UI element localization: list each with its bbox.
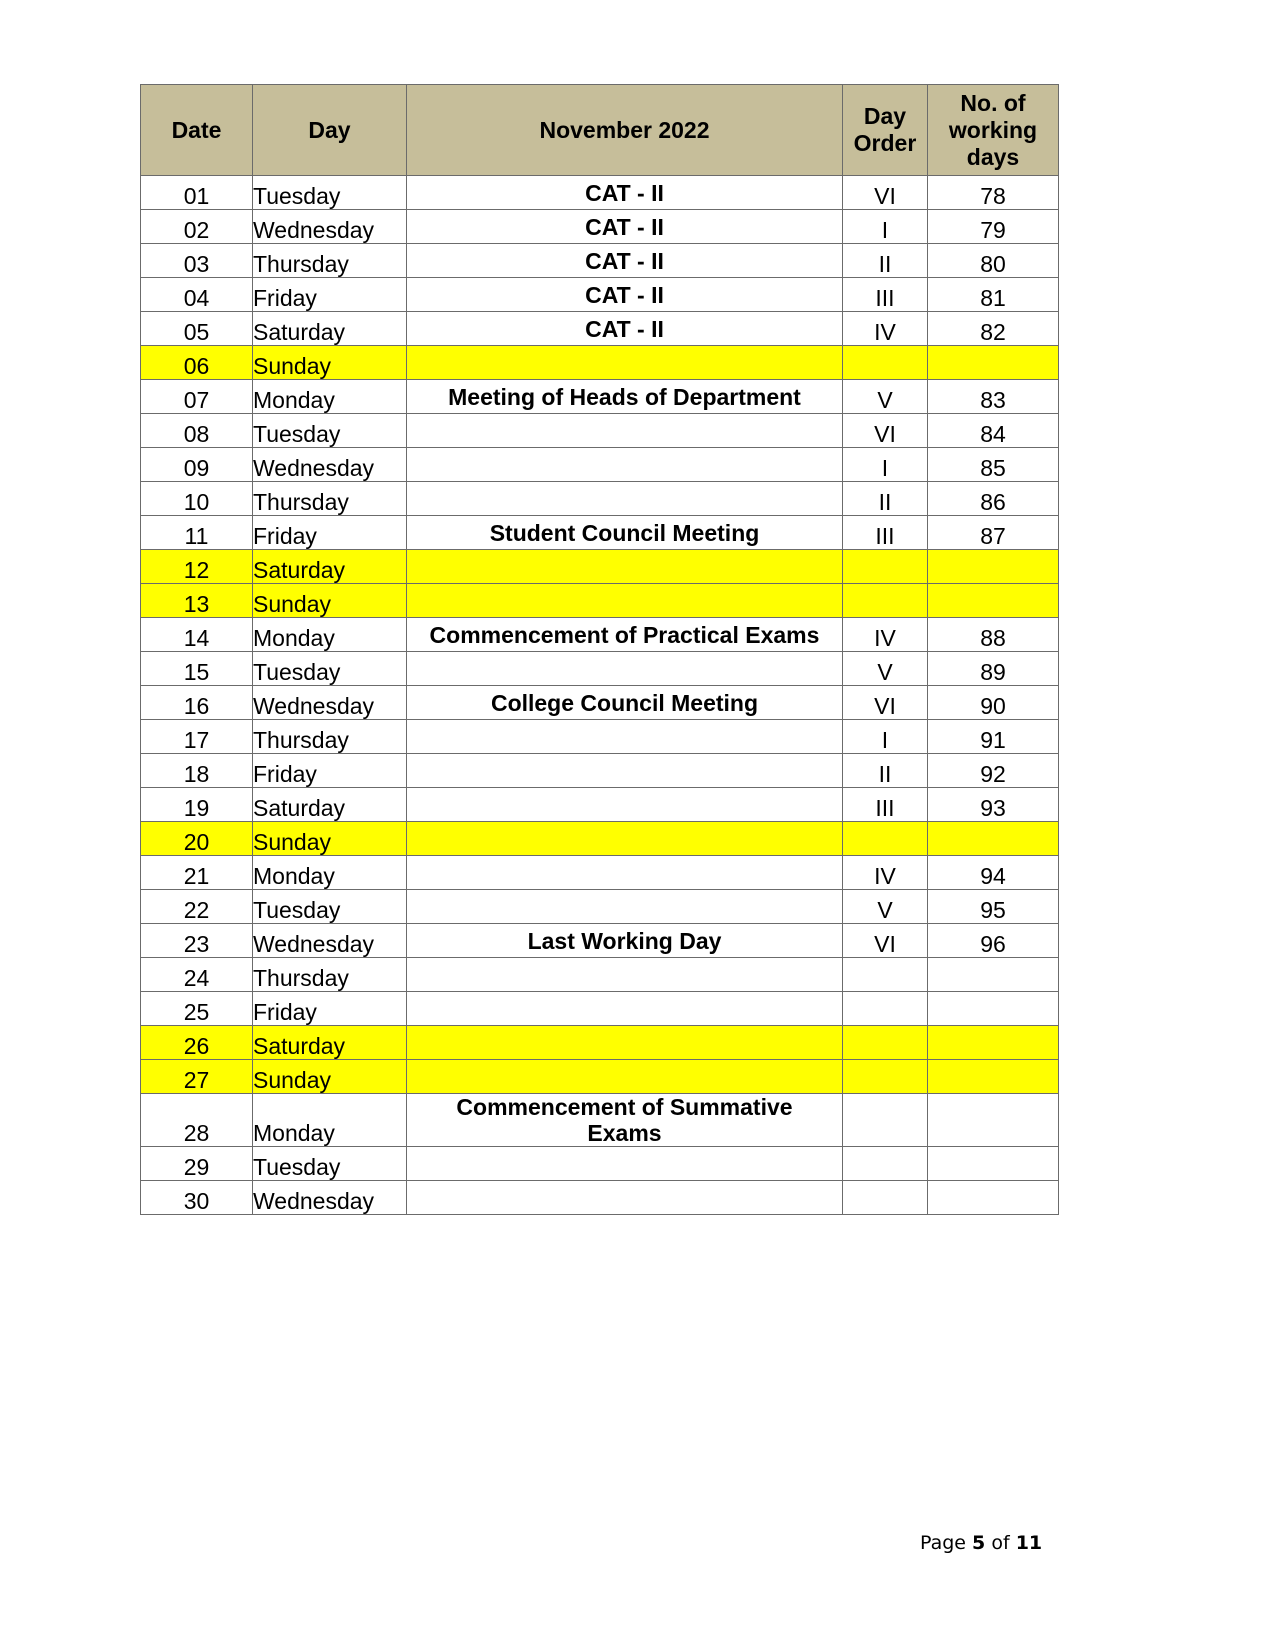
page-middle: of <box>985 1532 1016 1554</box>
event-cell <box>407 414 843 448</box>
working-days-cell: 80 <box>928 244 1059 278</box>
page-number <box>920 1532 1042 1554</box>
header-working-days: No. of working days <box>928 85 1059 176</box>
working-days-cell <box>928 1094 1059 1147</box>
table-row <box>141 210 1059 244</box>
event-cell <box>407 754 843 788</box>
table-row <box>141 346 1059 380</box>
day-cell: Tuesday <box>253 1147 407 1181</box>
event-cell <box>407 652 843 686</box>
date-cell: 02 <box>141 210 253 244</box>
table-row <box>141 686 1059 720</box>
event-cell <box>407 346 843 380</box>
date-cell: 18 <box>141 754 253 788</box>
day-order-cell: V <box>843 380 928 414</box>
date-cell: 21 <box>141 856 253 890</box>
day-order-cell: I <box>843 210 928 244</box>
day-order-cell: VI <box>843 686 928 720</box>
event-cell: CAT - II <box>407 278 843 312</box>
event-cell <box>407 822 843 856</box>
day-order-cell: IV <box>843 618 928 652</box>
day-cell: Friday <box>253 516 407 550</box>
date-cell: 30 <box>141 1181 253 1215</box>
table-row <box>141 822 1059 856</box>
date-cell: 20 <box>141 822 253 856</box>
working-days-cell: 82 <box>928 312 1059 346</box>
day-cell: Sunday <box>253 1060 407 1094</box>
date-cell: 13 <box>141 584 253 618</box>
day-order-cell <box>843 1060 928 1094</box>
working-days-cell <box>928 992 1059 1026</box>
day-cell: Monday <box>253 1094 407 1147</box>
table-row <box>141 1147 1059 1181</box>
event-cell <box>407 482 843 516</box>
table-row <box>141 618 1059 652</box>
table-row <box>141 754 1059 788</box>
table-row <box>141 1060 1059 1094</box>
date-cell: 06 <box>141 346 253 380</box>
day-order-cell <box>843 1094 928 1147</box>
day-order-cell <box>843 1181 928 1215</box>
event-cell <box>407 1147 843 1181</box>
table-row <box>141 652 1059 686</box>
header-month: November 2022 <box>407 85 843 176</box>
day-cell: Saturday <box>253 312 407 346</box>
table-row <box>141 720 1059 754</box>
day-order-cell: VI <box>843 924 928 958</box>
working-days-cell: 89 <box>928 652 1059 686</box>
working-days-cell: 90 <box>928 686 1059 720</box>
working-days-cell <box>928 550 1059 584</box>
day-order-cell <box>843 1147 928 1181</box>
day-cell: Wednesday <box>253 210 407 244</box>
date-cell: 03 <box>141 244 253 278</box>
day-cell: Wednesday <box>253 686 407 720</box>
table-row <box>141 584 1059 618</box>
day-order-cell: VI <box>843 176 928 210</box>
day-order-cell: I <box>843 448 928 482</box>
day-cell: Tuesday <box>253 176 407 210</box>
event-cell: College Council Meeting <box>407 686 843 720</box>
day-cell: Thursday <box>253 244 407 278</box>
day-order-cell: V <box>843 652 928 686</box>
event-cell: Meeting of Heads of Department <box>407 380 843 414</box>
event-cell <box>407 788 843 822</box>
day-order-cell: IV <box>843 856 928 890</box>
working-days-cell <box>928 1026 1059 1060</box>
working-days-cell: 79 <box>928 210 1059 244</box>
table-row <box>141 1094 1059 1147</box>
day-cell: Monday <box>253 618 407 652</box>
table-row <box>141 788 1059 822</box>
table-row <box>141 924 1059 958</box>
date-cell: 27 <box>141 1060 253 1094</box>
working-days-cell: 95 <box>928 890 1059 924</box>
day-order-cell <box>843 822 928 856</box>
day-order-cell: III <box>843 516 928 550</box>
event-cell: Commencement of Practical Exams <box>407 618 843 652</box>
table-row <box>141 482 1059 516</box>
event-cell: Last Working Day <box>407 924 843 958</box>
date-cell: 24 <box>141 958 253 992</box>
table-row <box>141 890 1059 924</box>
day-cell: Friday <box>253 278 407 312</box>
day-cell: Friday <box>253 992 407 1026</box>
table-row <box>141 312 1059 346</box>
day-order-cell: III <box>843 788 928 822</box>
working-days-cell <box>928 346 1059 380</box>
day-order-cell: V <box>843 890 928 924</box>
day-cell: Tuesday <box>253 890 407 924</box>
day-cell: Saturday <box>253 550 407 584</box>
working-days-cell: 91 <box>928 720 1059 754</box>
page-current: 5 <box>972 1532 986 1554</box>
event-cell <box>407 992 843 1026</box>
day-order-cell <box>843 958 928 992</box>
day-order-cell <box>843 346 928 380</box>
date-cell: 17 <box>141 720 253 754</box>
working-days-cell: 86 <box>928 482 1059 516</box>
working-days-cell: 78 <box>928 176 1059 210</box>
date-cell: 14 <box>141 618 253 652</box>
day-order-cell <box>843 550 928 584</box>
event-cell <box>407 890 843 924</box>
day-order-cell <box>843 584 928 618</box>
day-order-cell: II <box>843 754 928 788</box>
day-cell: Wednesday <box>253 1181 407 1215</box>
working-days-cell: 92 <box>928 754 1059 788</box>
date-cell: 04 <box>141 278 253 312</box>
day-cell: Sunday <box>253 346 407 380</box>
table-header <box>141 85 1059 176</box>
date-cell: 12 <box>141 550 253 584</box>
day-order-cell <box>843 1026 928 1060</box>
day-order-cell: II <box>843 482 928 516</box>
day-cell: Wednesday <box>253 448 407 482</box>
working-days-cell <box>928 1060 1059 1094</box>
date-cell: 08 <box>141 414 253 448</box>
date-cell: 26 <box>141 1026 253 1060</box>
date-cell: 10 <box>141 482 253 516</box>
working-days-cell <box>928 1147 1059 1181</box>
working-days-cell: 83 <box>928 380 1059 414</box>
day-cell: Friday <box>253 754 407 788</box>
event-cell <box>407 550 843 584</box>
day-order-cell: III <box>843 278 928 312</box>
event-cell <box>407 1060 843 1094</box>
table-row <box>141 176 1059 210</box>
event-cell: Student Council Meeting <box>407 516 843 550</box>
day-cell: Saturday <box>253 1026 407 1060</box>
table-row <box>141 448 1059 482</box>
working-days-cell <box>928 584 1059 618</box>
event-cell <box>407 1181 843 1215</box>
working-days-cell <box>928 1181 1059 1215</box>
event-cell: CAT - II <box>407 176 843 210</box>
event-cell: CAT - II <box>407 210 843 244</box>
header-row <box>141 85 1059 176</box>
table-row <box>141 414 1059 448</box>
day-cell: Tuesday <box>253 652 407 686</box>
date-cell: 11 <box>141 516 253 550</box>
working-days-cell: 93 <box>928 788 1059 822</box>
working-days-cell: 96 <box>928 924 1059 958</box>
table-row <box>141 380 1059 414</box>
table-row <box>141 1181 1059 1215</box>
event-cell <box>407 584 843 618</box>
event-cell: CAT - II <box>407 244 843 278</box>
page-total: 11 <box>1015 1532 1043 1554</box>
date-cell: 15 <box>141 652 253 686</box>
date-cell: 01 <box>141 176 253 210</box>
page-prefix: Page <box>920 1532 973 1554</box>
working-days-cell: 87 <box>928 516 1059 550</box>
table-row <box>141 244 1059 278</box>
date-cell: 19 <box>141 788 253 822</box>
table-row <box>141 278 1059 312</box>
working-days-cell: 81 <box>928 278 1059 312</box>
day-cell: Wednesday <box>253 924 407 958</box>
working-days-cell <box>928 958 1059 992</box>
header-date: Date <box>141 85 253 176</box>
day-order-cell <box>843 992 928 1026</box>
calendar-table <box>140 84 1059 1215</box>
table-row <box>141 550 1059 584</box>
header-day-order: Day Order <box>843 85 928 176</box>
event-cell <box>407 448 843 482</box>
day-order-cell: IV <box>843 312 928 346</box>
date-cell: 07 <box>141 380 253 414</box>
day-order-cell: II <box>843 244 928 278</box>
date-cell: 25 <box>141 992 253 1026</box>
date-cell: 22 <box>141 890 253 924</box>
day-order-cell: I <box>843 720 928 754</box>
day-cell: Sunday <box>253 584 407 618</box>
day-cell: Monday <box>253 380 407 414</box>
header-day: Day <box>253 85 407 176</box>
day-order-cell: VI <box>843 414 928 448</box>
day-cell: Monday <box>253 856 407 890</box>
table-row <box>141 958 1059 992</box>
working-days-cell: 94 <box>928 856 1059 890</box>
table-row <box>141 856 1059 890</box>
date-cell: 29 <box>141 1147 253 1181</box>
table-row <box>141 1026 1059 1060</box>
day-cell: Sunday <box>253 822 407 856</box>
table-body <box>141 176 1059 1215</box>
day-cell: Thursday <box>253 720 407 754</box>
event-cell <box>407 958 843 992</box>
event-cell <box>407 720 843 754</box>
date-cell: 09 <box>141 448 253 482</box>
working-days-cell <box>928 822 1059 856</box>
working-days-cell: 84 <box>928 414 1059 448</box>
table-row <box>141 992 1059 1026</box>
date-cell: 05 <box>141 312 253 346</box>
date-cell: 28 <box>141 1094 253 1147</box>
day-cell: Tuesday <box>253 414 407 448</box>
table-row <box>141 516 1059 550</box>
event-cell <box>407 1026 843 1060</box>
event-cell <box>407 856 843 890</box>
day-cell: Thursday <box>253 958 407 992</box>
event-cell: Commencement of Summative Exams <box>407 1094 843 1147</box>
event-cell: CAT - II <box>407 312 843 346</box>
day-cell: Saturday <box>253 788 407 822</box>
working-days-cell: 85 <box>928 448 1059 482</box>
date-cell: 23 <box>141 924 253 958</box>
day-cell: Thursday <box>253 482 407 516</box>
working-days-cell: 88 <box>928 618 1059 652</box>
date-cell: 16 <box>141 686 253 720</box>
